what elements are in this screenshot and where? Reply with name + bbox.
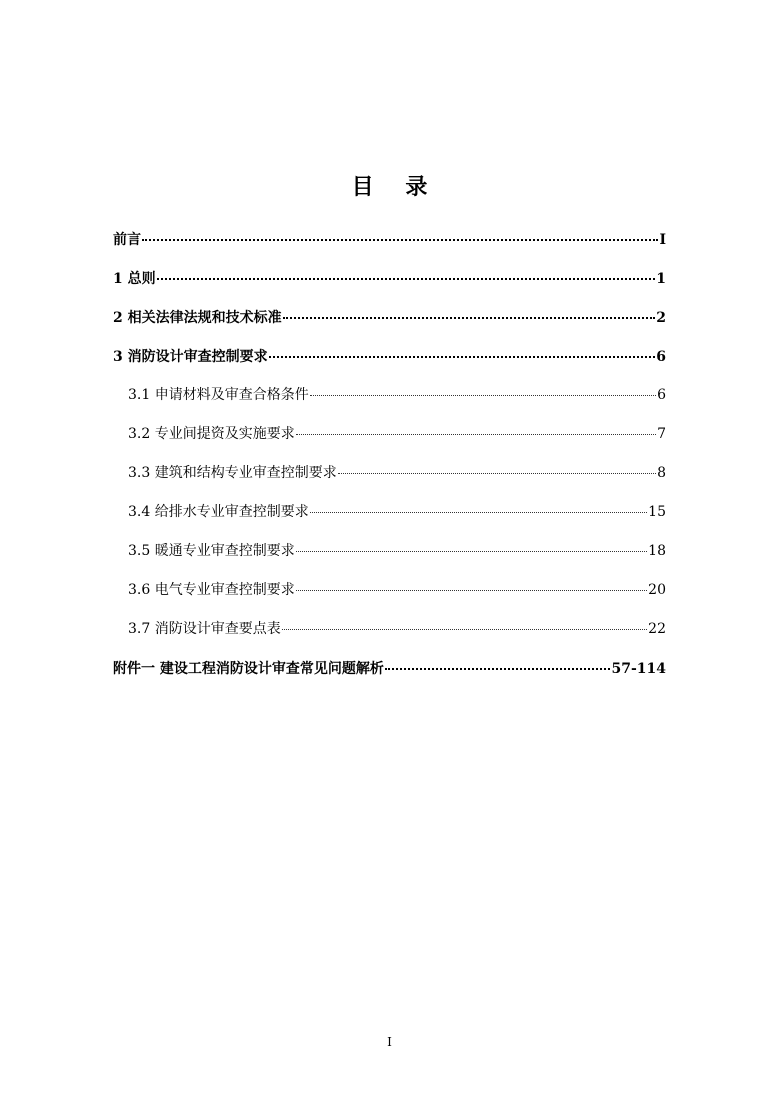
table-of-contents	[113, 228, 666, 696]
toc-entry-review-requirements[interactable]	[113, 345, 666, 384]
toc-entry-page: 57-114	[611, 661, 666, 677]
toc-entry-page: 6	[657, 387, 666, 403]
toc-entry-label: 3.5 暖通专业审查控制要求	[128, 543, 295, 559]
toc-entry-3-1[interactable]	[113, 384, 666, 423]
toc-entry-3-7[interactable]	[113, 618, 666, 657]
toc-entry-page: 1	[656, 271, 666, 287]
dot-leader	[296, 576, 647, 591]
toc-entry-page: I	[659, 232, 666, 248]
dot-leader	[310, 381, 656, 396]
toc-entry-page: 7	[657, 426, 666, 442]
toc-entry-page: 2	[656, 310, 666, 326]
toc-title: 目 录	[351, 174, 440, 200]
dot-leader	[142, 225, 658, 241]
dot-leader	[310, 498, 647, 513]
toc-entry-page: 22	[648, 621, 666, 637]
toc-entry-label: 附件一 建设工程消防设计审查常见问题解析	[113, 661, 384, 677]
toc-entry-appendix-1[interactable]	[113, 657, 666, 696]
toc-entry-label: 3.4 给排水专业审查控制要求	[128, 504, 309, 520]
toc-entry-label: 3.2 专业间提资及实施要求	[128, 426, 295, 442]
toc-entry-general[interactable]	[113, 267, 666, 306]
toc-entry-label: 2 相关法律法规和技术标准	[113, 310, 282, 326]
toc-entry-label: 3.1 申请材料及审查合格条件	[128, 387, 309, 403]
toc-entry-3-5[interactable]	[113, 540, 666, 579]
toc-entry-page: 6	[656, 349, 666, 365]
toc-entry-page: 18	[648, 543, 666, 559]
dot-leader	[296, 537, 647, 552]
toc-entry-label: 1 总则	[113, 271, 156, 287]
page-number: I	[387, 1035, 392, 1049]
toc-entry-preface[interactable]	[113, 228, 666, 267]
toc-entry-3-3[interactable]	[113, 462, 666, 501]
dot-leader	[282, 615, 647, 630]
toc-entry-3-4[interactable]	[113, 501, 666, 540]
toc-entry-page: 20	[648, 582, 666, 598]
dot-leader	[283, 303, 656, 319]
toc-entry-label: 3.3 建筑和结构专业审查控制要求	[128, 465, 337, 481]
dot-leader	[269, 342, 656, 358]
toc-entry-label: 前言	[113, 232, 141, 248]
toc-entry-3-6[interactable]	[113, 579, 666, 618]
toc-entry-page: 15	[648, 504, 666, 520]
dot-leader	[296, 420, 656, 435]
dot-leader	[338, 459, 656, 474]
dot-leader	[385, 654, 611, 670]
toc-entry-label: 3.7 消防设计审查要点表	[128, 621, 281, 637]
toc-entry-label: 3 消防设计审查控制要求	[113, 349, 268, 365]
toc-entry-laws-standards[interactable]	[113, 306, 666, 345]
toc-entry-page: 8	[657, 465, 666, 481]
toc-entry-3-2[interactable]	[113, 423, 666, 462]
dot-leader	[157, 264, 656, 280]
toc-entry-label: 3.6 电气专业审查控制要求	[128, 582, 295, 598]
